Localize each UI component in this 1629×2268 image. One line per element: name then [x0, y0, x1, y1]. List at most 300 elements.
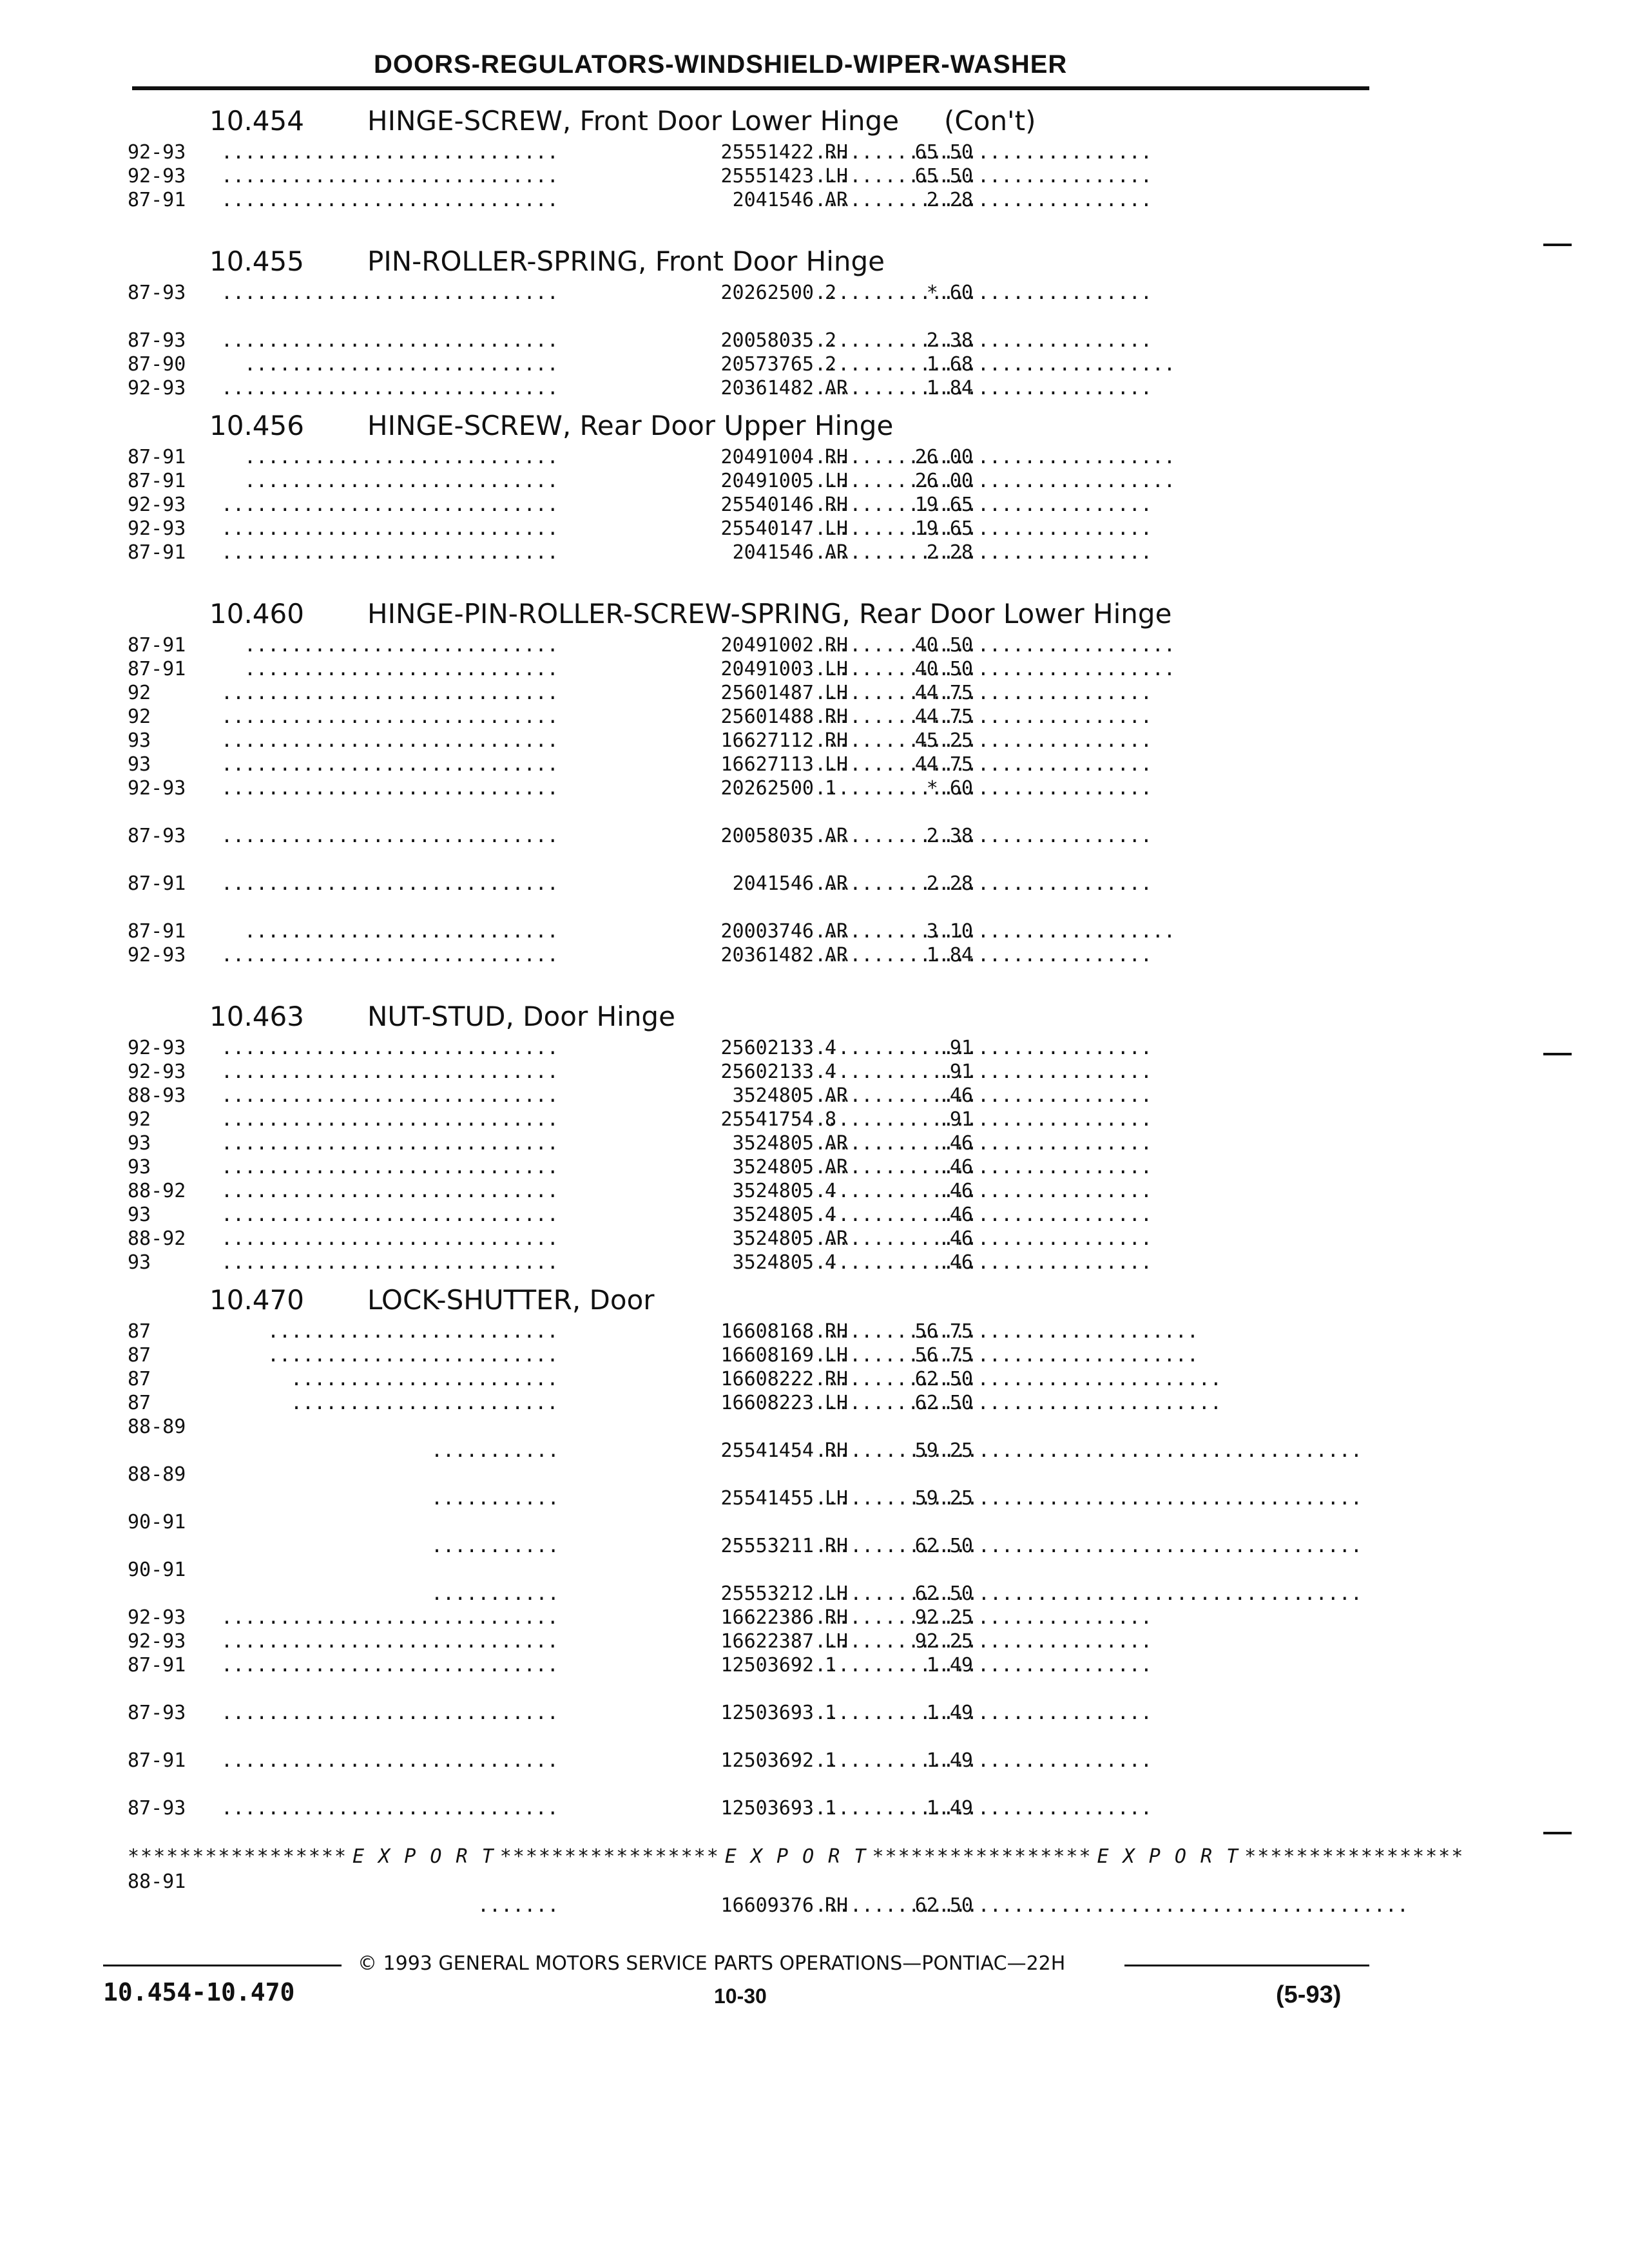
export-stars: ***************** [499, 1845, 720, 1868]
quantity: AR [825, 377, 849, 399]
quantity: RH [825, 494, 849, 516]
part-number: 25551422 [557, 140, 814, 164]
dot-leader [209, 776, 570, 800]
dot-leader [209, 1367, 570, 1391]
part-number: 12503693 [557, 1701, 814, 1725]
part-row [122, 919, 1373, 943]
price: 92.25 [914, 1630, 973, 1653]
price: 2.28 [926, 189, 973, 211]
price: 44.75 [914, 682, 973, 704]
price: 59.25 [914, 1439, 973, 1462]
header-rule [132, 86, 1369, 90]
part-number: 3524805 [557, 1179, 814, 1203]
price: 1.68 [926, 353, 973, 376]
price: .91 [938, 1108, 973, 1131]
export-label: E X P O R T [724, 1845, 867, 1868]
part-number: 16608222 [557, 1367, 814, 1391]
price: 2.28 [926, 541, 973, 564]
part-row [122, 493, 1373, 517]
dot-leader [209, 329, 570, 352]
footer-section-range: 10.454-10.470 [103, 1978, 295, 2006]
price: 1.49 [926, 1797, 973, 1820]
quantity: 1 [825, 1654, 837, 1677]
part-number: 16622387 [557, 1629, 814, 1653]
quantity: RH [825, 446, 849, 468]
part-row [122, 1227, 1373, 1251]
model-years: 92-93 [128, 1630, 186, 1653]
part-row [122, 1084, 1373, 1108]
export-label: E X P O R T [1097, 1845, 1240, 1868]
price: 2.38 [926, 329, 973, 352]
model-years: 87-90 [128, 353, 186, 376]
footer-rule [1124, 1965, 1369, 1966]
part-number: 3524805 [557, 1251, 814, 1274]
price: .46 [938, 1180, 973, 1202]
model-years: 92-93 [128, 777, 186, 800]
quantity: AR [825, 1084, 849, 1107]
part-row [122, 1131, 1373, 1155]
price: 1.49 [926, 1654, 973, 1677]
dot-leader [209, 164, 570, 188]
part-number: 20573765 [557, 352, 814, 376]
quantity: 4 [825, 1251, 837, 1274]
part-number: 25553212 [557, 1582, 814, 1606]
part-number: 16608168 [557, 1320, 814, 1343]
model-years: 87-91 [128, 634, 186, 657]
dot-leader [209, 140, 570, 164]
price: 59.25 [914, 1487, 973, 1510]
part-number: 12503692 [557, 1749, 814, 1773]
part-row [122, 1870, 1373, 1917]
part-number: 25601488 [557, 705, 814, 729]
section-title: NUT-STUD, Door Hinge [367, 1001, 675, 1032]
part-row [122, 1606, 1373, 1629]
section-title: PIN-ROLLER-SPRING, Front Door Hinge [367, 245, 885, 277]
model-years: 87-91 [128, 446, 186, 468]
price: 2.38 [926, 825, 973, 847]
quantity: RH [825, 1439, 849, 1462]
model-years: 87-91 [128, 658, 186, 680]
quantity: 4 [825, 1180, 837, 1202]
part-row [122, 1251, 1373, 1274]
model-years: 87-93 [128, 1797, 186, 1820]
part-number: 12503693 [557, 1796, 814, 1820]
part-row [122, 705, 1373, 729]
part-number: 20361482 [557, 943, 814, 967]
dot-leader [209, 517, 570, 541]
part-row [122, 1796, 1373, 1844]
model-years: 88-92 [128, 1227, 186, 1250]
part-row [122, 1060, 1373, 1084]
part-number: 25540146 [557, 493, 814, 517]
margin-mark [1543, 1832, 1572, 1834]
quantity: LH [825, 165, 849, 187]
dot-leader [209, 1227, 570, 1251]
model-years: 90-91 [128, 1511, 186, 1533]
dot-leader [209, 1131, 570, 1155]
dot-leader [209, 1251, 570, 1274]
part-number: 16627112 [557, 729, 814, 753]
price: 19.65 [914, 517, 973, 540]
model-years: 93 [128, 753, 151, 776]
quantity: RH [825, 729, 849, 752]
quantity: RH [825, 1535, 849, 1557]
export-divider [122, 1844, 1465, 1870]
quantity: LH [825, 658, 849, 680]
model-years: 88-91 [128, 1870, 186, 1893]
part-row [122, 729, 1373, 753]
model-years: 87 [128, 1392, 151, 1414]
part-row [122, 469, 1373, 493]
quantity: LH [825, 470, 849, 492]
quantity: 4 [825, 1037, 837, 1059]
model-years: 93 [128, 1251, 151, 1274]
export-stars: ***************** [872, 1845, 1092, 1868]
dot-leader [209, 281, 570, 305]
price: 62.50 [914, 1582, 973, 1605]
export-stars: ***************** [1244, 1845, 1465, 1868]
part-number: 16608223 [557, 1391, 814, 1415]
part-number: 25553211 [557, 1534, 814, 1558]
dot-leader [209, 919, 570, 943]
quantity: RH [825, 706, 849, 728]
margin-mark [1543, 1053, 1572, 1055]
footer-page-number: 10-30 [714, 1984, 767, 2008]
part-row [122, 1558, 1373, 1606]
part-row [122, 445, 1373, 469]
part-number: 25551423 [557, 164, 814, 188]
dot-leader [209, 681, 570, 705]
section-title: HINGE-SCREW, Rear Door Upper Hinge [367, 410, 894, 441]
price: 62.50 [914, 1368, 973, 1390]
price: .46 [938, 1251, 973, 1274]
part-row [122, 1629, 1373, 1653]
part-row [122, 1179, 1373, 1203]
model-years: 92 [128, 1108, 151, 1131]
dot-leader [209, 753, 570, 776]
dot-leader [209, 1629, 570, 1653]
model-years: 93 [128, 1132, 151, 1155]
quantity: RH [825, 1606, 849, 1629]
quantity: 1 [825, 777, 837, 800]
price: .46 [938, 1227, 973, 1250]
model-years: 92-93 [128, 494, 186, 516]
price: 3.10 [926, 920, 973, 943]
quantity: LH [825, 1392, 849, 1414]
model-years: 88-92 [128, 1180, 186, 1202]
quantity: RH [825, 141, 849, 164]
price: 62.50 [914, 1392, 973, 1414]
part-row [122, 943, 1373, 991]
quantity: LH [825, 1344, 849, 1367]
part-number: 3524805 [557, 1155, 814, 1179]
export-label: E X P O R T [352, 1845, 495, 1868]
section-heading [122, 1274, 1373, 1320]
part-row [122, 657, 1373, 681]
part-row [122, 517, 1373, 541]
part-row [122, 1749, 1373, 1796]
dot-leader [209, 469, 570, 493]
part-number: 25541455 [557, 1486, 814, 1510]
price: 1.49 [926, 1702, 973, 1724]
price: 45.25 [914, 729, 973, 752]
part-number: 3524805 [557, 1131, 814, 1155]
model-years: 92-93 [128, 377, 186, 399]
section-number: 10.460 [209, 598, 304, 629]
dot-leader [209, 633, 570, 657]
part-number: 3524805 [557, 1227, 814, 1251]
price: .46 [938, 1204, 973, 1226]
quantity: RH [825, 1894, 849, 1917]
quantity: LH [825, 517, 849, 540]
quantity: 4 [825, 1204, 837, 1226]
dot-leader [209, 1701, 570, 1725]
quantity: AR [825, 1227, 849, 1250]
dot-leader [209, 1606, 570, 1629]
model-years: 87-93 [128, 825, 186, 847]
dot-leader [222, 1894, 583, 1917]
part-number: 25541454 [557, 1439, 814, 1463]
part-row [122, 1415, 1373, 1463]
part-number: 12503692 [557, 1653, 814, 1677]
dot-leader [209, 1343, 570, 1367]
dot-leader [209, 1060, 570, 1084]
part-row [122, 352, 1373, 376]
part-row [122, 1155, 1373, 1179]
dot-leader [222, 1582, 583, 1606]
quantity: AR [825, 1132, 849, 1155]
dot-leader [209, 1203, 570, 1227]
section-title: LOCK-SHUTTER, Door [367, 1284, 655, 1316]
section-number: 10.470 [209, 1284, 304, 1316]
part-number: 16622386 [557, 1606, 814, 1629]
margin-mark [1543, 244, 1572, 246]
model-years: 87-91 [128, 1654, 186, 1677]
part-number: 25541754 [557, 1108, 814, 1131]
page-header-title: DOORS-REGULATORS-WINDSHIELD-WIPER-WASHER [374, 50, 1068, 79]
dot-leader [209, 1179, 570, 1203]
dot-leader [209, 729, 570, 753]
price: .46 [938, 1084, 973, 1107]
model-years: 88-89 [128, 1416, 186, 1438]
part-number: 20361482 [557, 376, 814, 400]
model-years: 88-89 [128, 1463, 186, 1486]
section-heading [122, 991, 1373, 1036]
dot-leader [209, 1749, 570, 1773]
dot-leader [209, 1155, 570, 1179]
quantity: 1 [825, 1749, 837, 1772]
dot-leader [209, 872, 570, 896]
dot-leader [209, 1796, 570, 1820]
quantity: LH [825, 1630, 849, 1653]
model-years: 92-93 [128, 1061, 186, 1083]
quantity: 2 [825, 353, 837, 376]
part-number: 16627113 [557, 753, 814, 776]
dot-leader [209, 376, 570, 400]
part-row [122, 1343, 1373, 1367]
part-number: 20262500 [557, 776, 814, 800]
quantity: 8 [825, 1108, 837, 1131]
section-heading [122, 400, 1373, 445]
part-number: 20262500 [557, 281, 814, 305]
model-years: 92-93 [128, 1606, 186, 1629]
price: 1.49 [926, 1749, 973, 1772]
part-row [122, 281, 1373, 329]
part-row [122, 164, 1373, 188]
part-row [122, 188, 1373, 236]
quantity: 2 [825, 329, 837, 352]
price: .46 [938, 1132, 973, 1155]
part-number: 25602133 [557, 1036, 814, 1060]
quantity: AR [825, 920, 849, 943]
price: 62.50 [914, 1535, 973, 1557]
dot-leader [222, 1486, 583, 1510]
part-number: 20491003 [557, 657, 814, 681]
part-number: 2041546 [557, 541, 814, 564]
footer-copyright: © 1993 GENERAL MOTORS SERVICE PARTS OPERATIONS—PONTIAC—22H [358, 1952, 1066, 1975]
dot-leader [222, 1439, 583, 1463]
dot-leader [209, 1036, 570, 1060]
model-years: 93 [128, 729, 151, 752]
footer-revision-date: (5-93) [1276, 1981, 1342, 2008]
quantity: 1 [825, 1797, 837, 1820]
quantity: AR [825, 189, 849, 211]
part-row [122, 753, 1373, 776]
model-years: 87-93 [128, 329, 186, 352]
model-years: 87-91 [128, 872, 186, 895]
section-heading [122, 588, 1373, 633]
price: 44.75 [914, 706, 973, 728]
part-number: 25540147 [557, 517, 814, 541]
part-row [122, 633, 1373, 657]
dot-leader [209, 352, 570, 376]
dot-leader [222, 1534, 583, 1558]
part-row [122, 776, 1373, 824]
model-years: 92 [128, 682, 151, 704]
model-years: 92-93 [128, 141, 186, 164]
part-row [122, 541, 1373, 588]
part-row [122, 681, 1373, 705]
model-years: 92 [128, 706, 151, 728]
model-years: 92-93 [128, 1037, 186, 1059]
part-number: 3524805 [557, 1203, 814, 1227]
part-number: 16608169 [557, 1343, 814, 1367]
quantity: LH [825, 1582, 849, 1605]
dot-leader [209, 943, 570, 967]
model-years: 87 [128, 1320, 151, 1343]
dot-leader [209, 705, 570, 729]
part-number: 20058035 [557, 329, 814, 352]
dot-leader [209, 1320, 570, 1343]
price: 65.50 [914, 165, 973, 187]
model-years: 87-91 [128, 1749, 186, 1772]
price: .46 [938, 1156, 973, 1178]
section-number: 10.455 [209, 245, 304, 277]
dot-leader [209, 1108, 570, 1131]
part-number: 2041546 [557, 188, 814, 212]
part-number: 20491002 [557, 633, 814, 657]
part-row [122, 329, 1373, 352]
part-row [122, 1108, 1373, 1131]
part-number: 25601487 [557, 681, 814, 705]
quantity: 4 [825, 1061, 837, 1083]
dot-leader [209, 541, 570, 564]
quantity: 2 [825, 282, 837, 304]
model-years: 87-91 [128, 920, 186, 943]
quantity: RH [825, 634, 849, 657]
model-years: 87-91 [128, 470, 186, 492]
price: 40.50 [914, 634, 973, 657]
model-years: 87-93 [128, 282, 186, 304]
quantity: LH [825, 753, 849, 776]
price: .91 [938, 1037, 973, 1059]
quantity: AR [825, 944, 849, 966]
model-years: 88-93 [128, 1084, 186, 1107]
section-heading [122, 236, 1373, 281]
model-years: 93 [128, 1156, 151, 1178]
part-number: 25602133 [557, 1060, 814, 1084]
quantity: AR [825, 825, 849, 847]
parts-listing [122, 95, 1465, 1917]
model-years: 87 [128, 1344, 151, 1367]
part-row [122, 1203, 1373, 1227]
model-years: 87-91 [128, 189, 186, 211]
part-row [122, 376, 1373, 400]
part-number: 3524805 [557, 1084, 814, 1108]
part-row [122, 1391, 1373, 1415]
model-years: 87-93 [128, 1702, 186, 1724]
quantity: RH [825, 1368, 849, 1390]
price: 56.75 [914, 1320, 973, 1343]
part-row [122, 1653, 1373, 1701]
section-number: 10.456 [209, 410, 304, 441]
part-row [122, 824, 1373, 872]
part-number: 20491005 [557, 469, 814, 493]
part-number: 2041546 [557, 872, 814, 896]
price: 62.50 [914, 1894, 973, 1917]
price: *.60 [926, 777, 973, 800]
model-years: 87 [128, 1368, 151, 1390]
section-continued: (Con't) [944, 105, 1036, 137]
dot-leader [209, 1084, 570, 1108]
price: 65.50 [914, 141, 973, 164]
export-stars: ***************** [128, 1845, 348, 1868]
price: 26.00 [914, 470, 973, 492]
price: 2.28 [926, 872, 973, 895]
quantity: RH [825, 1320, 849, 1343]
dot-leader [209, 493, 570, 517]
part-row [122, 1036, 1373, 1060]
part-row [122, 140, 1373, 164]
part-number: 16609376 [557, 1894, 814, 1917]
quantity: AR [825, 541, 849, 564]
price: 56.75 [914, 1344, 973, 1367]
part-number: 20058035 [557, 824, 814, 848]
section-number: 10.454 [209, 105, 304, 137]
part-row [122, 1701, 1373, 1749]
part-row [122, 872, 1373, 919]
price: *.60 [926, 282, 973, 304]
price: 26.00 [914, 446, 973, 468]
section-heading [122, 95, 1373, 140]
quantity: LH [825, 682, 849, 704]
section-number: 10.463 [209, 1001, 304, 1032]
model-years: 87-91 [128, 541, 186, 564]
dot-leader [209, 445, 570, 469]
price: .91 [938, 1061, 973, 1083]
price: 1.84 [926, 377, 973, 399]
quantity: AR [825, 1156, 849, 1178]
